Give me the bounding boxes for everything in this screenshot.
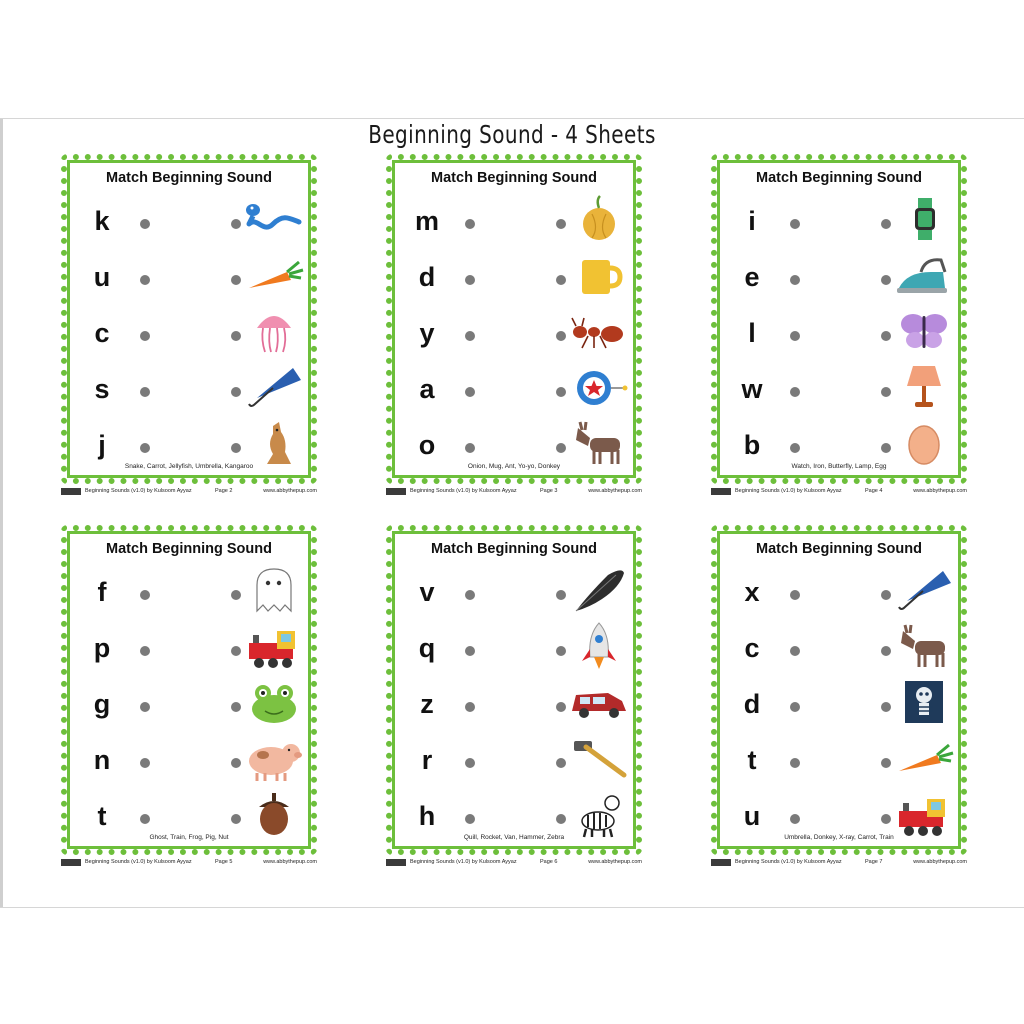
license-badge-icon (386, 859, 406, 866)
letter-label: q (418, 633, 436, 663)
worksheet-page (61, 154, 317, 494)
letter-label: s (94, 374, 110, 404)
left-match-dot (790, 443, 800, 453)
right-match-dot (556, 331, 566, 341)
letter-label: h (418, 801, 436, 831)
page-title: Beginning Sound - 4 Sheets (368, 120, 656, 149)
word-list-caption: Onion, Mug, Ant, Yo-yo, Donkey (467, 463, 561, 470)
letter-label: n (93, 745, 111, 775)
letter-label: i (748, 206, 756, 236)
match-row (392, 687, 636, 735)
right-match-dot (556, 387, 566, 397)
left-match-dot (465, 646, 475, 656)
website-link: www.abbythepup.com (263, 859, 317, 865)
right-match-dot (881, 443, 891, 453)
letter-label: z (420, 689, 434, 719)
page-number: Page 7 (865, 859, 883, 865)
right-match-dot (231, 758, 241, 768)
right-match-dot (881, 590, 891, 600)
left-match-dot (465, 443, 475, 453)
yo-yo-icon (568, 362, 630, 412)
mug-icon (568, 250, 630, 300)
iron-icon (893, 250, 955, 300)
left-match-dot (140, 387, 150, 397)
onion-icon (568, 194, 630, 244)
match-row (392, 575, 636, 623)
letter-label: k (94, 206, 110, 236)
page-number: Page 4 (865, 488, 883, 494)
letter-label: d (418, 262, 436, 292)
match-row (392, 743, 636, 791)
left-match-dot (140, 814, 150, 824)
letter-label: y (419, 318, 435, 348)
left-match-dot (790, 331, 800, 341)
right-match-dot (231, 814, 241, 824)
worksheet-page (386, 525, 642, 865)
letter-label: v (419, 577, 435, 607)
left-match-dot (465, 814, 475, 824)
left-match-dot (790, 646, 800, 656)
left-match-dot (465, 590, 475, 600)
carrot-icon (243, 250, 305, 300)
worksheet-heading: Match Beginning Sound (431, 170, 597, 186)
letter-label: o (418, 430, 436, 460)
left-match-dot (140, 443, 150, 453)
credit-text: Beginning Sounds (v1.0) by Kulsoom Ayyaz (735, 859, 842, 865)
left-match-dot (790, 814, 800, 824)
right-match-dot (881, 275, 891, 285)
carrot-icon (893, 733, 955, 783)
right-match-dot (231, 443, 241, 453)
match-row (67, 316, 311, 364)
rocket-icon (568, 621, 630, 671)
letter-label: a (419, 374, 435, 404)
right-match-dot (556, 758, 566, 768)
left-match-dot (790, 275, 800, 285)
worksheet-heading: Match Beginning Sound (756, 541, 922, 557)
letter-label: m (414, 206, 439, 236)
letter-label: g (93, 689, 111, 719)
license-badge-icon (386, 488, 406, 495)
letter-label: j (98, 430, 106, 460)
page-number: Page 5 (215, 859, 233, 865)
right-match-dot (556, 275, 566, 285)
match-row (717, 687, 961, 735)
sheet-footer (386, 858, 642, 868)
egg-icon (893, 418, 955, 468)
match-row (717, 260, 961, 308)
letter-label: x (744, 577, 760, 607)
sheet-footer (61, 487, 317, 497)
website-link: www.abbythepup.com (913, 488, 967, 494)
match-row (67, 204, 311, 252)
hammer-icon (568, 733, 630, 783)
letter-label: l (748, 318, 756, 348)
letter-label: u (743, 801, 761, 831)
website-link: www.abbythepup.com (588, 859, 642, 865)
match-row (717, 631, 961, 679)
letter-label: r (421, 745, 433, 775)
left-match-dot (140, 758, 150, 768)
right-match-dot (231, 702, 241, 712)
right-match-dot (231, 646, 241, 656)
match-row (717, 316, 961, 364)
left-match-dot (465, 758, 475, 768)
worksheet-card (61, 525, 317, 855)
match-row (67, 743, 311, 791)
letter-label: b (743, 430, 761, 460)
left-match-dot (465, 387, 475, 397)
word-list-caption: Snake, Carrot, Jellyfish, Umbrella, Kangaroo (124, 463, 254, 470)
donkey-icon (893, 621, 955, 671)
right-match-dot (881, 758, 891, 768)
letter-label: p (93, 633, 111, 663)
x-ray-icon (893, 677, 955, 727)
right-match-dot (231, 590, 241, 600)
match-row (67, 687, 311, 735)
donkey-icon (568, 418, 630, 468)
right-match-dot (556, 219, 566, 229)
worksheet-heading: Match Beginning Sound (756, 170, 922, 186)
match-row (392, 316, 636, 364)
left-match-dot (790, 590, 800, 600)
right-match-dot (881, 387, 891, 397)
worksheet-card (386, 525, 642, 855)
website-link: www.abbythepup.com (913, 859, 967, 865)
credit-text: Beginning Sounds (v1.0) by Kulsoom Ayyaz (410, 859, 517, 865)
letter-label: e (744, 262, 760, 292)
right-match-dot (556, 814, 566, 824)
watch-icon (893, 194, 955, 244)
letter-label: u (93, 262, 111, 292)
pig-icon (243, 733, 305, 783)
left-match-dot (790, 219, 800, 229)
quill-icon (568, 565, 630, 615)
letter-label: w (741, 374, 763, 404)
ghost-icon (243, 565, 305, 615)
worksheet-card (711, 525, 967, 855)
worksheet-card (61, 154, 317, 484)
sheet-footer (711, 858, 967, 868)
sheet-footer (711, 487, 967, 497)
letter-label: t (747, 745, 757, 775)
license-badge-icon (61, 859, 81, 866)
lamp-icon (893, 362, 955, 412)
right-match-dot (881, 331, 891, 341)
match-row (67, 631, 311, 679)
right-match-dot (556, 590, 566, 600)
zebra-icon (568, 789, 630, 839)
worksheet-card (386, 154, 642, 484)
match-row (392, 631, 636, 679)
match-row (717, 372, 961, 420)
page-number: Page 6 (540, 859, 558, 865)
sheet-footer (61, 858, 317, 868)
umbrella-icon (243, 362, 305, 412)
left-match-dot (465, 275, 475, 285)
van-icon (568, 677, 630, 727)
right-match-dot (231, 331, 241, 341)
snake-icon (243, 194, 305, 244)
butterfly-icon (893, 306, 955, 356)
left-match-dot (140, 275, 150, 285)
left-match-dot (140, 219, 150, 229)
worksheet-heading: Match Beginning Sound (431, 541, 597, 557)
right-match-dot (556, 702, 566, 712)
left-match-dot (140, 331, 150, 341)
website-link: www.abbythepup.com (588, 488, 642, 494)
letter-label: t (97, 801, 107, 831)
worksheet-card (711, 154, 967, 484)
left-match-dot (790, 702, 800, 712)
letter-label: d (743, 689, 761, 719)
kangaroo-icon (243, 418, 305, 468)
match-row (392, 260, 636, 308)
license-badge-icon (711, 488, 731, 495)
letter-label: c (94, 318, 110, 348)
match-row (67, 260, 311, 308)
license-badge-icon (61, 488, 81, 495)
worksheet-heading: Match Beginning Sound (106, 170, 272, 186)
worksheet-heading: Match Beginning Sound (106, 541, 272, 557)
jellyfish-icon (243, 306, 305, 356)
match-row (392, 204, 636, 252)
nut-icon (243, 789, 305, 839)
left-match-dot (790, 387, 800, 397)
page-number: Page 3 (540, 488, 558, 494)
right-match-dot (556, 443, 566, 453)
right-match-dot (881, 646, 891, 656)
match-row (67, 575, 311, 623)
right-match-dot (556, 646, 566, 656)
letter-label: f (97, 577, 107, 607)
left-match-dot (465, 331, 475, 341)
credit-text: Beginning Sounds (v1.0) by Kulsoom Ayyaz (85, 488, 192, 494)
match-row (67, 372, 311, 420)
right-match-dot (231, 387, 241, 397)
right-match-dot (231, 275, 241, 285)
match-row (717, 204, 961, 252)
page-number: Page 2 (215, 488, 233, 494)
left-match-dot (465, 702, 475, 712)
left-match-dot (140, 702, 150, 712)
word-list-caption: Quill, Rocket, Van, Hammer, Zebra (463, 834, 565, 841)
right-match-dot (231, 219, 241, 229)
ant-icon (568, 306, 630, 356)
word-list-caption: Ghost, Train, Frog, Pig, Nut (149, 834, 229, 841)
left-match-dot (790, 758, 800, 768)
worksheet-page (711, 154, 967, 494)
match-row (717, 575, 961, 623)
umbrella-icon (893, 565, 955, 615)
license-badge-icon (711, 859, 731, 866)
train-icon (893, 789, 955, 839)
right-match-dot (881, 702, 891, 712)
right-match-dot (881, 219, 891, 229)
website-link: www.abbythepup.com (263, 488, 317, 494)
worksheet-page (61, 525, 317, 865)
credit-text: Beginning Sounds (v1.0) by Kulsoom Ayyaz (410, 488, 517, 494)
sheet-footer (386, 487, 642, 497)
credit-text: Beginning Sounds (v1.0) by Kulsoom Ayyaz (735, 488, 842, 494)
right-match-dot (881, 814, 891, 824)
word-list-caption: Watch, Iron, Butterfly, Lamp, Egg (791, 463, 887, 470)
credit-text: Beginning Sounds (v1.0) by Kulsoom Ayyaz (85, 859, 192, 865)
match-row (392, 372, 636, 420)
worksheet-page (386, 154, 642, 494)
left-match-dot (140, 590, 150, 600)
left-match-dot (465, 219, 475, 229)
letter-label: c (744, 633, 760, 663)
frog-icon (243, 677, 305, 727)
train-icon (243, 621, 305, 671)
match-row (717, 743, 961, 791)
left-match-dot (140, 646, 150, 656)
worksheet-page (711, 525, 967, 865)
word-list-caption: Umbrella, Donkey, X-ray, Carrot, Train (784, 834, 894, 841)
